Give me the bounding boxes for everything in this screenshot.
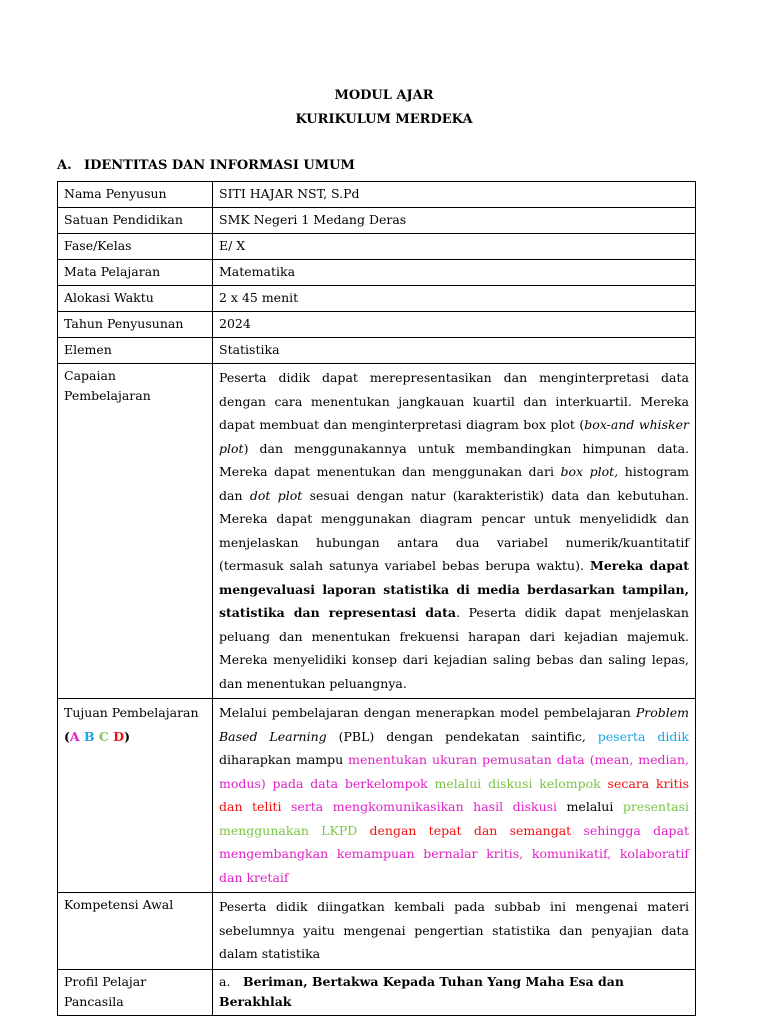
- table-row: [58, 893, 696, 970]
- row-label: Fase/Kelas: [58, 234, 213, 260]
- table-row: [58, 208, 696, 234]
- profil-pelajar-text: a. Beriman, Bertakwa Kepada Tuhan Yang Maha Esa dan Berakhlak: [213, 969, 696, 1015]
- table-row: [58, 182, 696, 208]
- row-label: Tahun Penyusunan: [58, 312, 213, 338]
- table-row: [58, 312, 696, 338]
- table-row: [58, 338, 696, 364]
- row-value: 2 x 45 menit: [213, 286, 696, 312]
- table-row: [58, 699, 696, 893]
- section-heading: [57, 158, 355, 173]
- document-subtitle: KURIKULUM MERDEKA: [295, 112, 473, 127]
- tujuan-pembelajaran-text: Melalui pembelajaran dengan menerapkan model pembelajaran Problem Based Learning (PBL) dengan pendekatan saintific, peserta didik diharapkan mampu menentukan ukuran pemusatan data (mean, median, modus) pada data berkelompok melalui diskusi kelompok secara kritis dan teliti serta mengkomunikasikan hasil diskusi melalui presentasi menggunakan LKPD dengan tepat dan semangat sehingga dapat mengembangkan kemampuan bernalar kritis, komunikatif, kolaboratif dan kretaif: [213, 699, 696, 893]
- row-value: Statistika: [213, 338, 696, 364]
- row-value: 2024: [213, 312, 696, 338]
- row-label: Capaian Pembelajaran: [58, 364, 213, 699]
- row-label: Nama Penyusun: [58, 182, 213, 208]
- row-label: Satuan Pendidikan: [58, 208, 213, 234]
- identity-table: [57, 181, 696, 1016]
- row-label: Elemen: [58, 338, 213, 364]
- row-value: SITI HAJAR NST, S.Pd: [213, 182, 696, 208]
- row-label: Mata Pelajaran: [58, 260, 213, 286]
- row-value: Matematika: [213, 260, 696, 286]
- table-row: [58, 234, 696, 260]
- table-row: [58, 260, 696, 286]
- row-label: Kompetensi Awal: [58, 893, 213, 970]
- document-title: MODUL AJAR: [334, 88, 434, 103]
- section-number: A.: [57, 158, 72, 173]
- row-value: E/ X: [213, 234, 696, 260]
- abcd-legend: (A B C D): [64, 728, 130, 744]
- row-label: Profil Pelajar Pancasila: [58, 969, 213, 1015]
- table-row: [58, 969, 696, 1015]
- row-value: SMK Negeri 1 Medang Deras: [213, 208, 696, 234]
- row-label: Alokasi Waktu: [58, 286, 213, 312]
- table-row: [58, 364, 696, 699]
- kompetensi-awal-text: Peserta didik diingatkan kembali pada subbab ini mengenai materi sebelumnya yaitu mengenai pengertian statistika dan penyajian data dalam statistika: [213, 893, 696, 970]
- table-row: [58, 286, 696, 312]
- row-label: Tujuan Pembelajaran (A B C D): [58, 699, 213, 893]
- capaian-pembelajaran-text: Peserta didik dapat merepresentasikan dan menginterpretasi data dengan cara menentukan jangkauan kuartil dan interkuartil. Mereka dapat membuat dan menginterpretasi diagram box plot (box-and whisker plot) dan menggunakannya untuk membandingkan himpunan data. Mereka dapat menentukan dan menggunakan dari box plot, histogram dan dot plot sesuai dengan natur (karakteristik) data dan kebutuhan. Mereka dapat menggunakan diagram pencar untuk menyelididk dan menjelaskan hubungan antara dua variabel numerik/kuantitatif (termasuk salah satunya variabel bebas berupa waktu). Mereka dapat mengevaluasi laporan statistika di media berdasarkan tampilan, statistika dan representasi data. Peserta didik dapat menjelaskan peluang dan menentukan frekuensi harapan dari kejadian majemuk. Mereka menyelidiki konsep dari kejadian saling bebas dan saling lepas, dan menentukan peluangnya.: [213, 364, 696, 699]
- section-title: IDENTITAS DAN INFORMASI UMUM: [84, 158, 355, 173]
